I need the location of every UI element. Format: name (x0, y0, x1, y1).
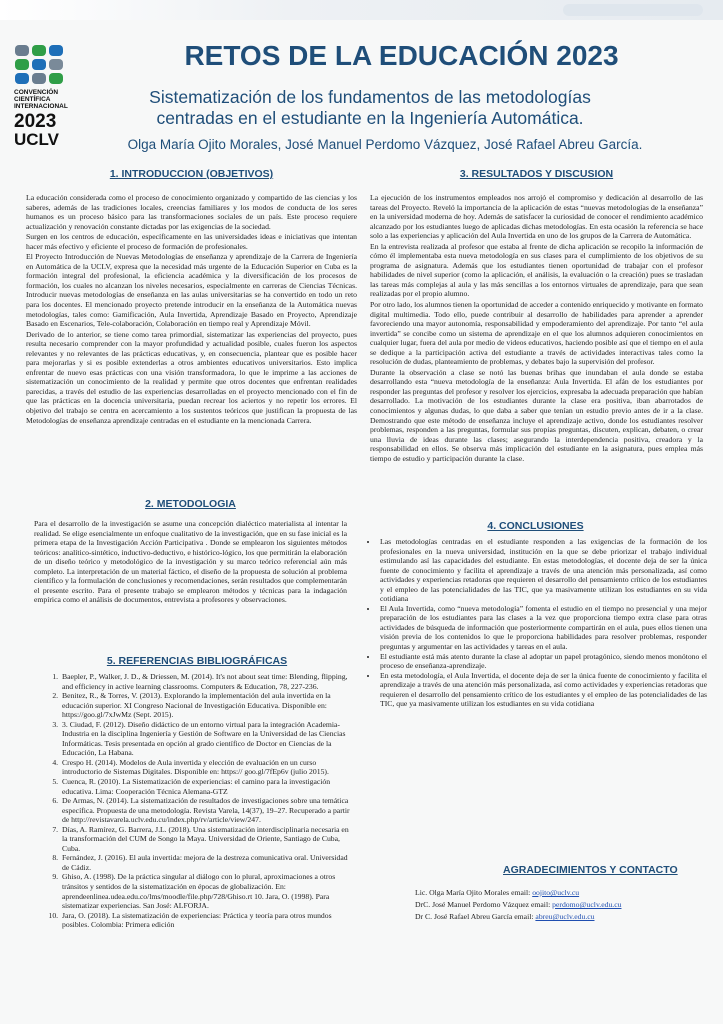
contact-label: Dr C. José Rafael Abreu García email: (415, 912, 536, 921)
reference-item: 9. Ghiso, A. (1998). De la práctica singular al diálogo con lo plural, aproximaciones a otros tránsitos y sentidos de la sistematización en épocas de globalización. En: aprendeenlinea.udea.edu.co/lms/moodle/file.php/728/Ghiso.rt 10. Jara, O. (1998). Para sistematizar experiencias. San José: ALFORJA. (60, 872, 356, 910)
contact-line (415, 899, 715, 911)
logo-square (15, 73, 29, 84)
results-paragraph: La ejecución de los instrumentos empleados nos arrojó el compromiso y dedicación al desarrollo de las tareas del Proyecto. Reveló la importancia de la aplicación de estas “nuevas metodologías de la enseñanza” en la universidad moderna de hoy. Además de satisfacer la curiosidad de conocer el rendimiento académico alcanzado por los estudiantes luego de aplicadas dichas metodologías. En esta ocasión la referencia se hace solo a las experiencias y aplicación del Aula Invertida en uno de los grupos de la Carrera de Automática. (370, 193, 703, 241)
references-heading: 5. REFERENCIAS BIBLIOGRÁFICAS (106, 655, 288, 667)
logo-square (32, 73, 46, 84)
contact-section (415, 864, 715, 923)
reference-item: 10. Jara, O. (2018). La sistematización de experiencias: Práctica y teoría para otros mundos posibles. Colombia: Primera edición (60, 911, 356, 930)
reference-item: 6. De Armas, N. (2014). La sistematización de resultados de investigaciones sobre una temática específica. Propuesta de una metodología. Revista Varela, 14(37), 19–27. Recuperado a partir de http://revistavarela.uclv.edu.cu/index.php/rv/article/view/247. (60, 796, 356, 825)
logo-uclv: UCLV (14, 130, 60, 149)
intro-section (26, 168, 357, 426)
conclusion-item: • Las metodologías centradas en el estudiante responden a las exigencias de la formación de los profesionales en la nueva universidad, institución en la que se debe priorizar el trabajo individual estimulando así las capacidades del estudiante. En estas metodologías, el docente deja de ser la única fuente de conocimiento y facilita el aprendizaje a través de una atención más personalizada, así como actividades y experiencias retadoras que requieren el desarrollo del pensamiento crítico de los estudiantes y el empleo de las potencialidades de las TIC, que ya masivamente utilizan los estudiantes en su vida cotidiana (378, 537, 707, 604)
conclusion-item: • El estudiante está más atento durante la clase al adoptar un papel protagónico, siendo menos monótono el proceso de enseñanza-aprendizaje. (378, 652, 707, 671)
reference-item: 3. 3. Ciudad, F. (2012). Diseño didáctico de un entorno virtual para la integración Academia-Industria en la disciplina Ingeniería y Gestión de Software en la Universidad de las Ciencias Informáticas. Tesis presentada en opción al grado científico de Doctor en Ciencias de la Educación, La Habana. (60, 720, 356, 758)
poster-subtitle: Sistematización de los fundamentos de las metodologías centradas en el estudiante en la Ingeniería Automática. (149, 87, 591, 128)
logo-square (49, 45, 63, 56)
intro-paragraph: El Proyecto Introducción de Nuevas Metodologías de enseñanza y aprendizaje de la Carrera de Ingeniería en Automática de la UCLV, expresa que la necesidad más urgente de la Educación Superior en Cuba es la formación integral del profesional, la eficiencia académica y la diversificación de los procesos de formación, los cuales no alcanzan los niveles necesarios, especialmente en carreras de Ciencias Técnicas. Introducir nuevas metodologías de enseñanza en las aulas universitarias se ha convertido en todo un reto para los docentes. El mencionado proyecto pretende introducir en la enseñanza de la Automática nuevas metodologías, tales como: Gamificación, Aula Invertida, Aprendizaje Basado en Proyecto, Aprendizaje Basado en Escenarios, Tele-colaboración, Colaboración en tiempo real y Aprendizaje Móvil. (26, 252, 357, 329)
reference-item: 2. Benitez, R., & Torres, V. (2013). Explorando la implementación del aula invertida en la educación superior. XI Congreso Nacional de Investigación Educativa. Disponible en: https://goo.gl/7xJwMz (Sept. 2015). (60, 691, 356, 720)
intro-paragraph: Surgen en los centros de educación, específicamente en las universidades ideas e iniciativas que intentan hacer más efectivo y eficiente el proceso de formación de profesionales. (26, 232, 357, 251)
method-section (34, 498, 347, 606)
logo-convencion: CONVENCIÓN (14, 89, 59, 96)
contact-email-link[interactable]: perdomo@uclv.edu.cu (552, 900, 622, 909)
contact-email-link[interactable]: abreu@uclv.edu.cu (535, 912, 595, 921)
logo-cientifica: CIENTÍFICA (14, 96, 51, 103)
poster-title: RETOS DE LA EDUCACIÓN 2023 (184, 40, 619, 71)
logo-year: 2023 (14, 111, 57, 132)
convention-logo (14, 45, 66, 149)
reference-item: 1. Baepler, P., Walker, J. D., & Driessen, M. (2014). It's not about seat time: Blending, flipping, and efficiency in active learning classrooms. Computers & Education, 78, 227-236. (60, 672, 356, 691)
logo-squares (15, 45, 66, 84)
references-list (38, 672, 356, 930)
logo-text (14, 89, 66, 110)
contact-list (415, 887, 715, 923)
results-paragraph: Durante la observación a clase se notó las buenas brihas que inundaban el aula donde se estaba desarrollando esta “nueva metodología de la enseñanza: Aula Invertida. El afán de los estudiantes por responder las preguntas del profesor y resolver los ejercicios, expresaba la adecuada preparación que habían desarrollado. La motivación de los estudiantes durante la clase era positiva, iban abarrotados de conocimientos y algunas dudas, lo que daba a saber que tenían un estudio previo antes de ir a la clase. Demostrando que este método de enseñanza incluye el aprendizaje activo, donde los estudiantes resolver problemas, responden a las preguntas, formular sus propias preguntas, discuten, explican, debaten, o crear una lluvia de ideas durante las clases; asegurando la interdependencia positiva, creadora y la responsabilidad en ellos. Se observa más implicación del estudiante en la asignatura, pues emplea más tiempo de estudio y participación durante la clase. (370, 367, 703, 463)
method-paragraph: Para el desarrollo de la investigación se asume una concepción dialéctico materialista al intentar la realidad. Se elige esencialmente un enfoque cualitativo de la investigación, que en su fase inicial es la primera etapa de la Investigación Acción Participativa . Donde se emplearon los siguientes métodos teóricos: analítico-sintético, inductivo-deductivo, e histórico-lógico, los que permitirán la elaboración de un diseño teórico y metodológico de la investigación y su marco teórico referencial aún más completo. La interpretación de un material fáctico, el diseño de la propuesta de solución al problema científico y la formulación de conclusiones y recomendaciones, serán resultados que complementarán el presente escrito. Para el presente trabajo se emplearon métodos y técnicas para la indagación empírica como el análisis de documentos, entrevista a profesores y observaciones. (34, 519, 347, 605)
conclusion-item: • En esta metodología, el Aula Invertida, el docente deja de ser la única fuente de conocimiento y facilita el aprendizaje a través de una atención más personalizada, así como actividades y experiencias retadoras que requieren el desarrollo del pensamiento crítico de los estudiantes y el empleo de las potencialidades de las TIC, que ya masivamente utilizan los estudiantes en su vida cotidiana (378, 671, 707, 709)
conclusions-heading: 4. CONCLUSIONES (487, 520, 584, 532)
reference-item: 4. Crespo H. (2014). Modelos de Aula invertida y elección de evaluación en un curso introductorio de Sistemas Digitales. Disponible en: https:// goo.gl/7fEp6v (julio 2015). (60, 758, 356, 777)
logo-internacional: INTERNACIONAL (14, 103, 68, 110)
top-corner-bar (563, 4, 703, 16)
results-paragraph: En la entrevista realizada al profesor que estaba al frente de dicha aplicación se recopilo la información de cómo él implementaba esta nueva metodología en sus clases para el cumplimiento de los objetivos de su programa de asignatura. Además que los estudiantes tienen oportunidad de trabajar con el profesor habilidades de nivel superior (como la aplicación, el análisis, la evaluación o la creación) pues se trasladan las tareas más complejas al aula y las más sencillas a los entornos virtuales de aprendizaje, para que sean realizadas por el propio alumno. (370, 241, 703, 299)
logo-square (49, 59, 63, 70)
contact-line (415, 911, 715, 923)
intro-heading: 1. INTRODUCCION (OBJETIVOS) (109, 168, 274, 180)
reference-item: 8. Fernández, J. (2016). El aula invertida: mejora de la destreza comunicativa oral. Universidad de Cádiz. (60, 853, 356, 872)
conclusions-list (364, 537, 707, 709)
contact-email-link[interactable]: oojito@uclv.cu (532, 888, 580, 897)
logo-square (49, 73, 63, 84)
contact-label: DrC. José Manuel Perdomo Vázquez email: (415, 900, 553, 909)
results-paragraph: Por otro lado, los alumnos tienen la oportunidad de acceder a contenido enriquecido y motivante en formato digital multimedia. Todo ello, puede contribuir al desarrollo de habilidades para aprender a aprender favoreciendo una mayor autonomía, responsabilidad y empoderamiento del aprendizaje. Por tanto “el aula invertida” se concibe como un sistema de aprendizaje en el que los alumnos adquieren conocimientos en cualquier lugar, fuera del aula por medio de videos educativos, haciendo posible así que el tiempo en el aula se dedique a la participación activa del estudiante a través de actividades interactivas tales como la resolución de dudas, planteamiento de problemas, y debates bajo la supervisión del profesor. (370, 300, 703, 367)
logo-square (15, 59, 29, 70)
contact-label: Lic. Olga María Ojito Morales email: (415, 888, 533, 897)
logo-square (15, 45, 29, 56)
reference-item: 5. Cuenca, R. (2010). La Sistematización de experiencias: el camino para la investigación educativa. Lima: Cooperación Técnica Alemana-GTZ (60, 777, 356, 796)
results-heading: 3. RESULTADOS Y DISCUSION (459, 168, 614, 180)
logo-square (32, 45, 46, 56)
contact-line (415, 887, 715, 899)
conclusion-item: • El Aula Invertida, como “nueva metodología” fomenta el estudio en el tiempo no presencial y una mejor preparación de los estudiantes para las clases a la vez que proporciona tiempo extra clase para otras actividades de búsqueda de información que posteriormente compartirán en el aula, pues ellos tienen una visión previa de los contenidos lo que le proporciona habilidades para resolver problemas, responder preguntas y argumentar en las actividades y tareas en el aula. (378, 604, 707, 652)
method-heading: 2. METODOLOGIA (145, 498, 236, 510)
results-section (370, 168, 703, 464)
conclusions-section (364, 520, 707, 709)
intro-paragraph: La educación considerada como el proceso de conocimiento organizado y compartido de las ciencias y los saberes, además de las tradiciones locales, creencias familiares y los modos de conducta de los seres humanos es un proceso básico para las transformaciones sociales de un país. Este proceso requiere actualización y renovación constante dictadas por las exigencias de la sociedad. (26, 193, 357, 231)
contact-heading: AGRADECIMIENTOS Y CONTACTO (503, 864, 678, 876)
references-section (38, 655, 356, 930)
reference-item: 7. Días, A. Ramírez, G. Barrera, J.L. (2018). Una sistematización interdisciplinaria necesaria en la transformación del CUM de Songo la Maya. Universidad de Oriente, Santiago de Cuba, Cuba. (60, 825, 356, 854)
intro-paragraph: Derivado de lo anterior, se tiene como tarea primordial, sistematizar las experiencias del proyecto, pues resulta necesario comprender con la mayor profundidad y actualidad posible, cuales fueron los aspectos relevantes y no relevantes de las prácticas educativas, y, en consecuencia, plantear que es posible hacer para mejorarlas y si es posible extenderlas a otros ambientes educativos universitarios. Esto implica enfrentar de nuevo esas prácticas con una visión transformadora, lo que le imprime a las acciones de sistematización un conocimiento de la realidad y permite que otros docentes que enfrentan realidades parecidas, a través del estudio de las experiencias desarrolladas en el proyecto mencionado con el fin de que las prácticas en la docencia universitaria, puedan recrear los aciertos y no repetir los errores. El objetivo del trabajo se centra en acercamiento a los sustentos teóricos que justifican la propuesta de las Metodologías de enseñanza aprendizaje centradas en el estudiante en la mencionada Carrera. (26, 329, 357, 425)
poster-authors: Olga María Ojito Morales, José Manuel Perdomo Vázquez, José Rafael Abreu García. (127, 137, 643, 152)
logo-square (32, 59, 46, 70)
